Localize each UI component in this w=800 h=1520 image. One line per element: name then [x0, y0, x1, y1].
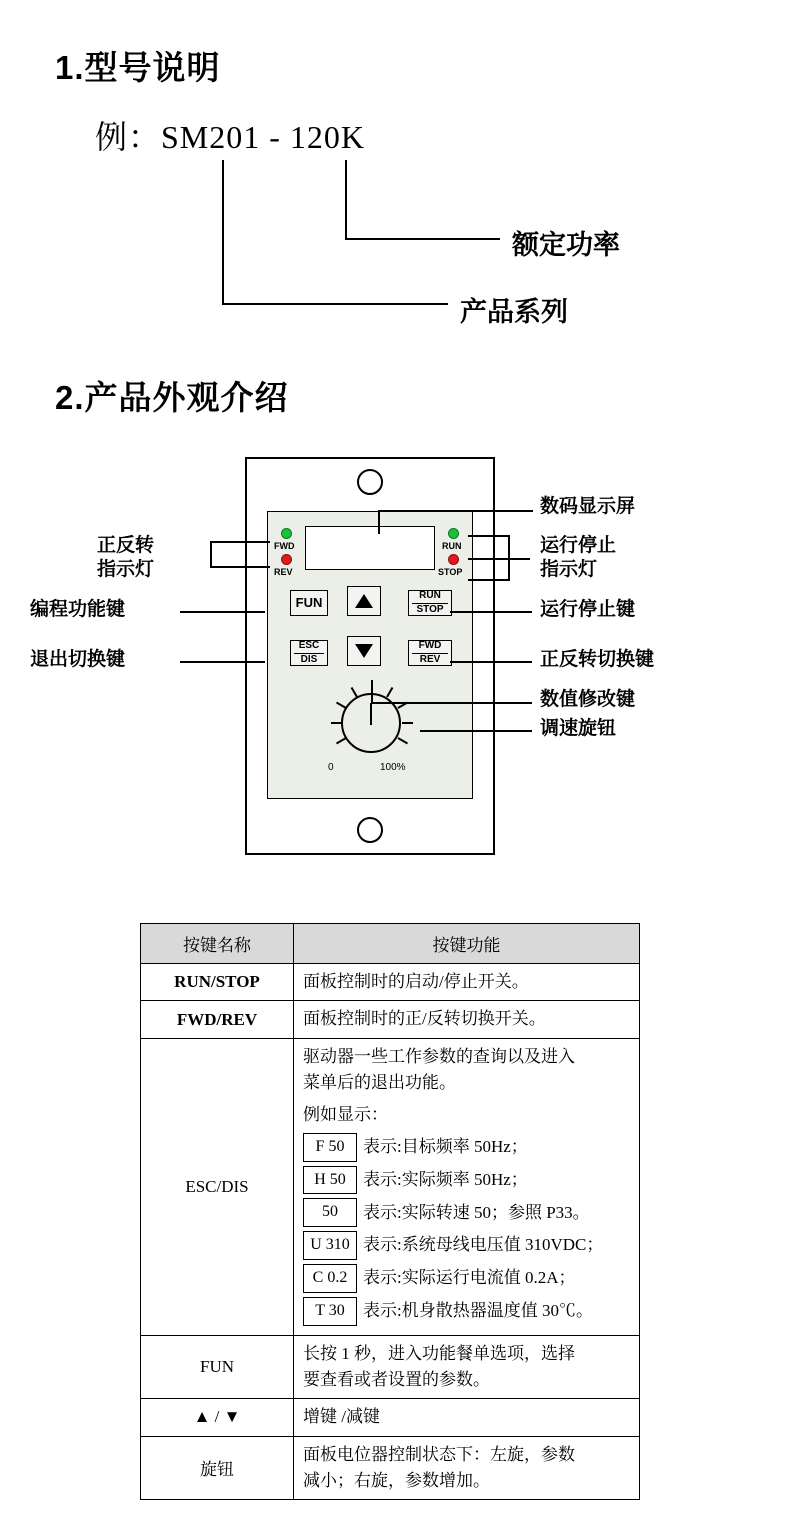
- section-1-heading: 1.型号说明: [55, 49, 221, 86]
- fun-desc-line2: 要查看或者设置的参数。: [303, 1369, 490, 1389]
- table-row: [141, 1436, 640, 1500]
- callout-value-key: 数值修改键: [540, 689, 636, 710]
- callout-exit-key: 退出切换键: [30, 649, 126, 670]
- callout-fwd-rev-key: 正反转切换键: [540, 649, 655, 670]
- label-product-series: 产品系列: [460, 297, 568, 327]
- callout-line-display-h: [378, 510, 533, 512]
- fun-key-label: FUN: [295, 595, 323, 611]
- table-header-key-function: 按键功能: [294, 924, 640, 964]
- mounting-hole-top-icon: [357, 469, 383, 495]
- table-row: [141, 1335, 640, 1399]
- callout-program-key: 编程功能键: [30, 599, 126, 620]
- callout-fwd-rev-led-line1: 正反转: [97, 535, 155, 556]
- esc-key-label: ESC: [298, 640, 320, 651]
- display-example-text: 表示:系统母线电压值 310VDC；: [363, 1235, 604, 1255]
- esc-desc-line3: 例如显示：: [303, 1105, 388, 1125]
- rev-key-label: REV: [419, 653, 441, 665]
- callout-line-runstop-key: [450, 611, 532, 613]
- callout-line-knob: [420, 730, 532, 732]
- device-illustration: [245, 457, 495, 855]
- fun-key[interactable]: [290, 590, 328, 616]
- callout-line-value-key-v: [371, 680, 373, 704]
- key-function-table: [140, 923, 640, 1500]
- leader-line-series-vertical: [222, 160, 224, 305]
- display-example-code: F 50: [303, 1133, 357, 1162]
- table-row: [141, 964, 640, 1001]
- display-example-text: 表示:实际转速 50；参照 P33。: [363, 1202, 590, 1222]
- down-arrow-key[interactable]: [347, 636, 381, 666]
- knob-desc-line2: 减小；右旋，参数增加。: [303, 1470, 490, 1490]
- knob-scale-max: 100%: [380, 762, 406, 773]
- fun-desc-line1: 长按 1 秒，进入功能餐单选项，选择: [303, 1343, 575, 1363]
- rev-indicator-led: [281, 554, 292, 565]
- dis-key-label: DIS: [300, 653, 318, 665]
- section-2-heading: 2.产品外观介绍: [55, 379, 289, 416]
- callout-run-stop-key: 运行停止键: [540, 599, 636, 620]
- table-cell-key-name: 旋钮: [141, 1436, 294, 1500]
- callout-line-fwdrev-key: [450, 661, 532, 663]
- display-example-row: [303, 1297, 630, 1326]
- display-example-code: T 30: [303, 1297, 357, 1326]
- stop-key-label: STOP: [416, 603, 444, 615]
- esc-desc-line1: 驱动器一些工作参数的查询以及进入: [303, 1046, 575, 1066]
- table-row: [141, 1399, 640, 1436]
- table-cell-key-function: 增键 /减键: [294, 1399, 640, 1436]
- knob-pointer-icon: [370, 703, 372, 725]
- callout-line-run-led-h: [468, 558, 530, 560]
- leader-line-series-horizontal: [222, 303, 448, 305]
- table-cell-key-name: FUN: [141, 1335, 294, 1399]
- knob-desc-line1: 面板电位器控制状态下：左旋，参数: [303, 1444, 575, 1464]
- rev-led-label: REV: [274, 567, 293, 577]
- table-cell-key-function: [294, 1436, 640, 1500]
- display-example-row: [303, 1198, 630, 1227]
- run-key-label: RUN: [419, 590, 441, 601]
- callout-fwd-rev-led-line2: 指示灯: [97, 558, 155, 580]
- run-stop-key[interactable]: [408, 590, 452, 616]
- callout-line-run-led-h2: [468, 535, 510, 537]
- table-cell-key-name: ESC/DIS: [141, 1038, 294, 1335]
- display-example-code: H 50: [303, 1166, 357, 1195]
- keypad-face: [267, 511, 473, 799]
- run-led-label: RUN: [442, 541, 462, 551]
- display-example-row: [303, 1166, 630, 1195]
- mounting-hole-bottom-icon: [357, 817, 383, 843]
- table-cell-key-function: 面板控制时的启动/停止开关。: [294, 964, 640, 1001]
- knob-tick: [402, 722, 413, 724]
- stop-led-label: STOP: [438, 567, 463, 577]
- table-header-key-name: 按键名称: [141, 924, 294, 964]
- display-example-row: [303, 1264, 630, 1293]
- run-indicator-led: [448, 528, 459, 539]
- table-cell-key-name: RUN/STOP: [141, 964, 294, 1001]
- leader-line-power-vertical: [345, 160, 347, 240]
- callout-line-fwdrev-led-v: [210, 541, 212, 568]
- callout-fwd-rev-led: [97, 534, 154, 582]
- display-example-text: 表示:实际运行电流值 0.2A；: [363, 1268, 576, 1288]
- leader-line-power-horizontal: [345, 238, 500, 240]
- fwd-indicator-led: [281, 528, 292, 539]
- callout-speed-knob: 调速旋钮: [540, 718, 617, 739]
- display-example-text: 表示:目标频率 50Hz；: [363, 1136, 528, 1156]
- table-cell-key-name: ▲ / ▼: [141, 1399, 294, 1436]
- esc-desc-line2: 菜单后的退出功能。: [303, 1073, 456, 1093]
- knob-tick: [386, 687, 393, 698]
- display-example-code: C 0.2: [303, 1264, 357, 1293]
- knob-scale-min: 0: [328, 762, 334, 773]
- digital-display: [305, 526, 435, 570]
- callout-run-stop-led-line1: 运行停止: [540, 535, 617, 556]
- knob-tick: [397, 737, 408, 744]
- callout-run-stop-led-line2: 指示灯: [540, 558, 598, 580]
- callout-line-program-key: [180, 611, 265, 613]
- callout-line-run-led-h3: [468, 579, 510, 581]
- callout-line-run-led-v: [508, 535, 510, 581]
- triangle-down-icon: [355, 644, 373, 658]
- table-row: [141, 1038, 640, 1335]
- callout-line-value-key-h: [371, 702, 532, 704]
- table-cell-key-function: [294, 1335, 640, 1399]
- callout-run-stop-led: [540, 534, 616, 582]
- table-cell-key-name: FWD/REV: [141, 1001, 294, 1038]
- display-example-row: [303, 1231, 630, 1260]
- table-cell-key-function: 面板控制时的正/反转切换开关。: [294, 1001, 640, 1038]
- up-arrow-key[interactable]: [347, 586, 381, 616]
- esc-dis-key[interactable]: [290, 640, 328, 666]
- fwd-led-label: FWD: [274, 541, 295, 551]
- fwd-key-label: FWD: [418, 640, 442, 651]
- triangle-up-icon: [355, 594, 373, 608]
- callout-digital-display: 数码显示屏: [540, 496, 636, 517]
- callout-line-exit-key: [180, 661, 265, 663]
- display-example-code: 50: [303, 1198, 357, 1227]
- fwd-rev-key[interactable]: [408, 640, 452, 666]
- display-example-row: [303, 1133, 630, 1162]
- stop-indicator-led: [448, 554, 459, 565]
- display-example-code: U 310: [303, 1231, 357, 1260]
- table-row: [141, 1001, 640, 1038]
- display-example-text: 表示:机身散热器温度值 30℃。: [363, 1300, 593, 1320]
- table-cell-key-function: [294, 1038, 640, 1335]
- label-rated-power: 额定功率: [512, 230, 620, 260]
- callout-line-display: [378, 512, 380, 534]
- callout-line-fwdrev-led-h1: [210, 541, 270, 543]
- model-number-example: 例：SM201 - 120K: [95, 119, 366, 155]
- table-header-row: [141, 924, 640, 964]
- display-example-text: 表示:实际频率 50Hz；: [363, 1169, 528, 1189]
- callout-line-fwdrev-led-h2: [210, 566, 270, 568]
